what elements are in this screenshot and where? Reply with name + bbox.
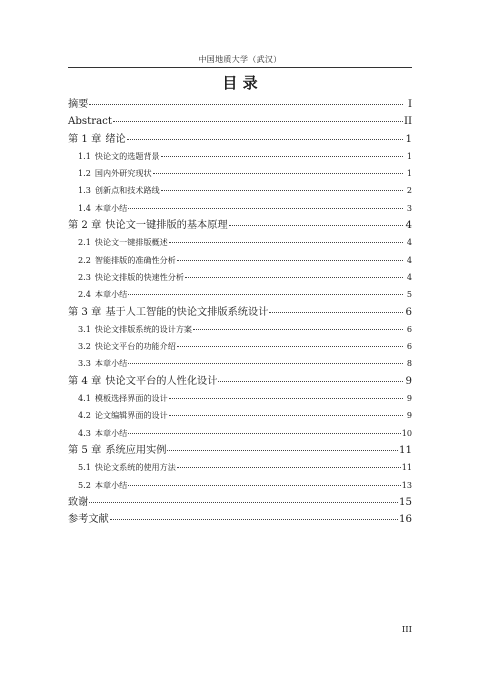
toc-entry-number: 4.2 [78,410,91,421]
toc-entry-title: 快论文排版的快速性分析 [94,271,184,282]
toc-section-entry[interactable] [68,477,412,494]
toc-entry-page: 4 [406,237,412,248]
toc-section-entry[interactable] [68,148,412,165]
toc-entry-title: 本章小结 [94,202,128,213]
toc-chapter-entry[interactable] [68,494,412,511]
toc-entry-page: 4 [405,220,412,232]
toc-entry-number: 第 1 章 [68,133,102,145]
toc-entry-title: 快论文的选题背景 [94,150,160,161]
table-of-contents [68,96,412,528]
toc-entry-number: 3.1 [78,323,91,334]
toc-entry-title: 系统应用实例 [105,444,167,456]
dot-leader [177,467,401,468]
toc-entry-title: 快论文平台的人性化设计 [105,375,218,387]
toc-entry-page: 9 [406,410,412,421]
toc-entry-page: 6 [406,323,412,334]
toc-entry-title: 本章小结 [94,358,128,369]
toc-entry-title: 基于人工智能的快论文排版系统设计 [105,306,269,318]
toc-entry-page: 1 [406,168,412,179]
toc-entry-title: 智能排版的准确性分析 [94,254,176,265]
toc-chapter-entry[interactable] [68,217,412,234]
toc-entry-title: Abstract [68,116,112,128]
dot-leader [89,502,398,503]
toc-entry-number: 4.1 [78,393,91,404]
toc-entry-number: 第 3 章 [68,306,102,318]
toc-entry-page: 11 [399,444,412,456]
toc-entry-page: 9 [406,393,412,404]
dot-leader [169,242,403,243]
toc-chapter-entry[interactable] [68,96,412,113]
toc-title: 目 录 [222,74,258,92]
toc-entry-title: 快论文平台的功能介绍 [94,341,176,352]
dot-leader [128,485,400,486]
toc-entry-number: 5.2 [78,479,91,490]
toc-entry-page: 2 [406,185,412,196]
toc-entry-page: 4 [406,271,412,282]
running-header: 中国地质大学（武汉） [198,55,282,64]
dot-leader [128,433,400,434]
toc-chapter-entry[interactable] [68,304,412,321]
dot-leader [89,104,403,105]
toc-entry-title: 本章小结 [94,289,128,300]
toc-entry-number: 4.3 [78,427,91,438]
page-number: III [401,625,412,635]
toc-entry-number: 1.3 [78,185,91,196]
dot-leader [177,346,403,347]
toc-entry-page: 1 [405,133,412,145]
dot-leader [113,121,403,122]
toc-entry-page: 8 [406,358,412,369]
toc-section-entry[interactable] [68,407,412,424]
toc-entry-page: 5 [406,289,412,300]
header-rule [68,67,412,68]
toc-section-entry[interactable] [68,234,412,251]
toc-entry-title: 快论文系统的使用方法 [94,462,176,473]
dot-leader [269,312,403,313]
toc-entry-title: 快论文排版系统的设计方案 [94,323,193,334]
toc-chapter-entry[interactable] [68,373,412,390]
dot-leader [218,381,403,382]
toc-entry-page: I [407,99,412,110]
toc-section-entry[interactable] [68,165,412,182]
toc-entry-number: 1.1 [78,150,91,161]
dot-leader [167,450,398,451]
toc-entry-page: 6 [406,341,412,352]
toc-entry-page: 4 [406,254,412,265]
toc-entry-title: 摘要 [68,99,89,110]
toc-section-entry[interactable] [68,355,412,372]
toc-entry-title: 本章小结 [94,427,128,438]
dot-leader [128,363,403,364]
toc-entry-number: 3.3 [78,358,91,369]
toc-entry-page: 10 [401,427,412,438]
toc-entry-page: II [403,116,412,128]
toc-section-entry[interactable] [68,321,412,338]
dot-leader [128,294,403,295]
toc-entry-page: 15 [399,496,412,508]
toc-entry-number: 3.2 [78,341,91,352]
toc-entry-number: 2.3 [78,271,91,282]
toc-chapter-entry[interactable] [68,442,412,459]
toc-section-entry[interactable] [68,286,412,303]
toc-chapter-entry[interactable] [68,511,412,528]
toc-entry-page: 6 [405,306,412,318]
toc-entry-number: 2.4 [78,289,91,300]
toc-entry-title: 快论文一键排版的基本原理 [105,220,228,232]
toc-entry-page: 1 [406,150,412,161]
dot-leader [127,139,403,140]
toc-entry-number: 2.1 [78,237,91,248]
toc-entry-title: 致谢 [68,496,89,508]
dot-leader [169,398,403,399]
toc-entry-title: 快论文一键排版概述 [94,237,168,248]
toc-entry-page: 16 [399,514,412,526]
dot-leader [161,156,403,157]
toc-chapter-entry[interactable] [68,113,412,130]
toc-entry-title: 参考文献 [68,514,109,526]
dot-leader [229,225,403,226]
toc-entry-title: 绪论 [105,133,126,145]
toc-section-entry[interactable] [68,269,412,286]
dot-leader [153,173,403,174]
dot-leader [161,190,403,191]
toc-entry-page: 11 [401,462,412,473]
dot-leader [128,208,403,209]
toc-entry-number: 1.4 [78,202,91,213]
toc-entry-title: 本章小结 [94,479,128,490]
toc-entry-number: 5.1 [78,462,91,473]
toc-entry-page: 13 [401,479,412,490]
toc-section-entry[interactable] [68,390,412,407]
toc-entry-title: 论文编辑界面的设计 [94,410,168,421]
toc-section-entry[interactable] [68,459,412,476]
toc-entry-number: 1.2 [78,168,91,179]
toc-entry-number: 第 4 章 [68,375,102,387]
toc-entry-page: 9 [405,375,412,387]
dot-leader [193,329,403,330]
toc-section-entry[interactable] [68,425,412,442]
toc-chapter-entry[interactable] [68,131,412,148]
toc-section-entry[interactable] [68,182,412,199]
toc-entry-number: 第 5 章 [68,444,102,456]
toc-section-entry[interactable] [68,200,412,217]
toc-entry-number: 第 2 章 [68,220,102,232]
dot-leader [169,415,403,416]
toc-section-entry[interactable] [68,252,412,269]
dot-leader [185,277,403,278]
toc-entry-title: 国内外研究现状 [94,168,152,179]
dot-leader [110,519,398,520]
toc-entry-title: 创新点和技术路线 [94,185,160,196]
toc-entry-page: 3 [406,202,412,213]
toc-entry-number: 2.2 [78,254,91,265]
dot-leader [177,260,403,261]
toc-section-entry[interactable] [68,338,412,355]
toc-entry-title: 模板选择界面的设计 [94,393,168,404]
